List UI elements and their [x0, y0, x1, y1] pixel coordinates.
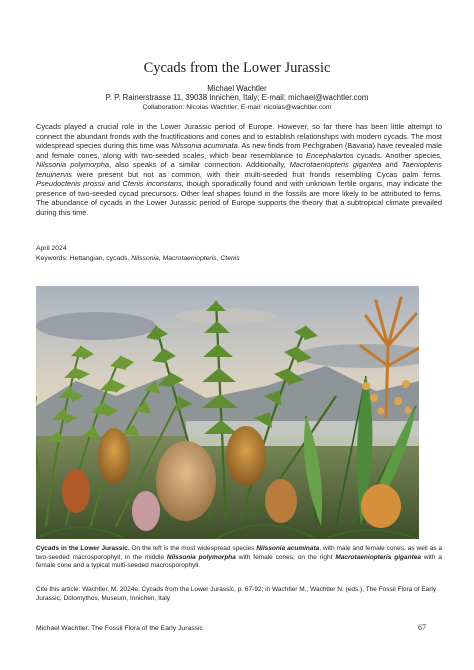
running-footer: Michael Wachtler. The Fossil Flora of the Early Jurassic: [36, 625, 203, 632]
figure-caption: Cycads in the Lower Jurassic. On the left is the most widespread species Nilssonia acuminata, with male and female cones, as well as a two-seeded macrosporophyll; in the middle Nilssonia polymorpha with female cones; on the right Macrotaeniopteris gigantea with a female cone and a typical multi-seeded macrosporophyll.: [36, 545, 443, 570]
cycad-illustration: [36, 286, 419, 539]
page-number: 67: [418, 623, 426, 632]
publication-date: April 2024: [36, 245, 67, 252]
author-address: P. P. Rainerstrasse 11, 39038 Innichen, Italy; E-mail: michael@wachtler.com: [105, 93, 369, 102]
article-title: Cycads from the Lower Jurassic: [143, 60, 331, 76]
abstract: Cycads played a crucial role in the Lower Jurassic period of Europe. However, so far there has been little attempt to connect the abundant fronds with the fructifications and cones and to establish relationships with modern cycads. The most widespread species during this time was Nilssonia acuminata. As new finds from Pechgraben (Bavaria) have revealed male and female cones, along with two-seeded scales, which bear resemblance to Encephalartos cycads. Another species, Nilssonia polymorpha, also speaks of a similar connection. Additionally, Macrotaeniopteris gigantea and Taeniopteris tenuinervis were present but not as common, with their multi-seeded fruit fronds resembling Cycas palm ferns. Pseudoctenis prossii and Ctenis inconstans, though sporadically found and with unknown fertile organs, may indicate the presence of two-seeded cycad precursors. Other leaf shapes found in the fossils are more likely to be attributed to ferns. The abundance of cycads in the Lower Jurassic period of Europe supports the theory that a subtropical climate prevailed during this time.: [36, 122, 443, 217]
author-name: Michael Wachtler: [207, 84, 267, 93]
collaboration-line: Collaboration: Nicolas Wachtler; E-mail: nicolas@wachtler.com: [142, 104, 332, 111]
keywords: Keywords: Hettangian, cycads, Nilssonia, Macrotaeniopteris, Ctenis: [36, 255, 240, 262]
citation: Cite this article: Wachtler, M. 2024e. Cycads from the Lower Jurassic, p. 67-92; in Wachtler M., Wachtler N. (eds.), The Fossil Flora of Early Jurassic, Dolomythos, Museum, Innichen, Italy: [36, 586, 437, 602]
